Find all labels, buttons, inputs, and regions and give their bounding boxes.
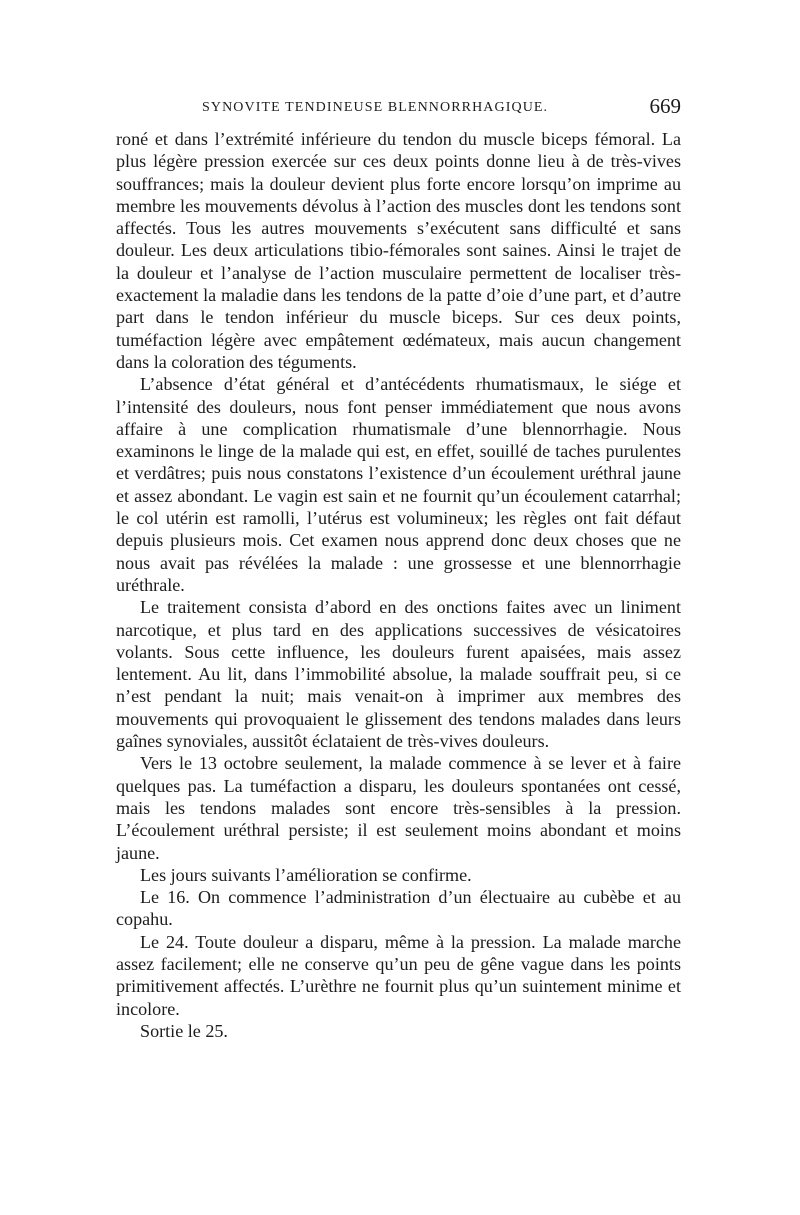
paragraph-discharge: Sortie le 25. [140, 1020, 228, 1041]
paragraph-improvement: Les jours suivants l’amélioration se confirme. [140, 864, 472, 885]
paragraph-day-16: Le 16. On commence l’administration d’un électuaire au cubèbe et au copahu. [116, 887, 681, 930]
page-header [116, 94, 681, 128]
paragraph-treatment: Le traitement consista d’abord en des onctions faites avec un liniment narcotique, et plus tard en des applications successives de vésicatoires volants. Sous cette influence, les douleurs furent apaisées, mais assez lentement. Au lit, dans l’immobilité absolue, la malade souffrait peu, si ce n’est pendant la nuit; mais venait-on à imprimer aux membres des mouvements qui provoquaient le glissement des tendons malades dans leurs gaînes synoviales, aussitôt éclataient de très-vives douleurs. [116, 597, 681, 752]
book-page [116, 94, 681, 1042]
body-text [116, 128, 681, 1042]
paragraph-day-24: Le 24. Toute douleur a disparu, même à la pression. La malade marche assez facilement; elle ne conserve qu’un peu de gêne vague dans les points primitivement affectés. L’urèthre ne fournit plus qu’un suintement minime et incolore. [116, 931, 681, 1019]
paragraph-continued: roné et dans l’extrémité inférieure du tendon du muscle biceps fémoral. La plus légère pression exercée sur ces deux points donne lieu à de très-vives souffrances; mais la douleur devient plus forte encore lorsqu’on imprime au membre les mouvements dévolus à l’action des muscles dont les tendons sont affectés. Tous les autres mouvements s’exécutent sans difficulté et sans douleur. Les deux articulations tibio-fémorales sont saines. Ainsi le trajet de la douleur et l’analyse de l’action musculaire permettent de localiser très-exactement la maladie dans les tendons de la patte d’oie d’une part, et d’autre part dans le tendon inférieur du muscle biceps. Sur ces deux points, tuméfaction légère avec empâtement œdémateux, mais aucun changement dans la coloration des téguments. [116, 129, 681, 372]
paragraph-diagnosis: L’absence d’état général et d’antécédents rhumatismaux, le siége et l’intensité des douleurs, nous font penser immédiatement que nous avons affaire à une complication rhumatismale d’une blennorrhagie. Nous examinons le linge de la malade qui est, en effet, souillé de taches purulentes et verdâtres; puis nous constatons l’existence d’un écoulement uréthral jaune et assez abondant. Le vagin est sain et ne fournit qu’un écoulement catarrhal; le col utérin est ramolli, l’utérus est volumineux; les règles ont fait défaut depuis plusieurs mois. Cet examen nous apprend donc deux choses que ne nous avait pas révélées la malade : une grossesse et une blennorrhagie uréthrale. [116, 374, 681, 595]
paragraph-october-13: Vers le 13 octobre seulement, la malade commence à se lever et à faire quelques pas. La tuméfaction a disparu, les douleurs spontanées ont cessé, mais les tendons malades sont encore très-sensibles à la pression. L’écoulement uréthral persiste; il est seulement moins abondant et moins jaune. [116, 753, 681, 863]
page-number: 669 [649, 94, 681, 118]
running-title: SYNOVITE TENDINEUSE BLENNORRHAGIQUE. [202, 100, 549, 115]
